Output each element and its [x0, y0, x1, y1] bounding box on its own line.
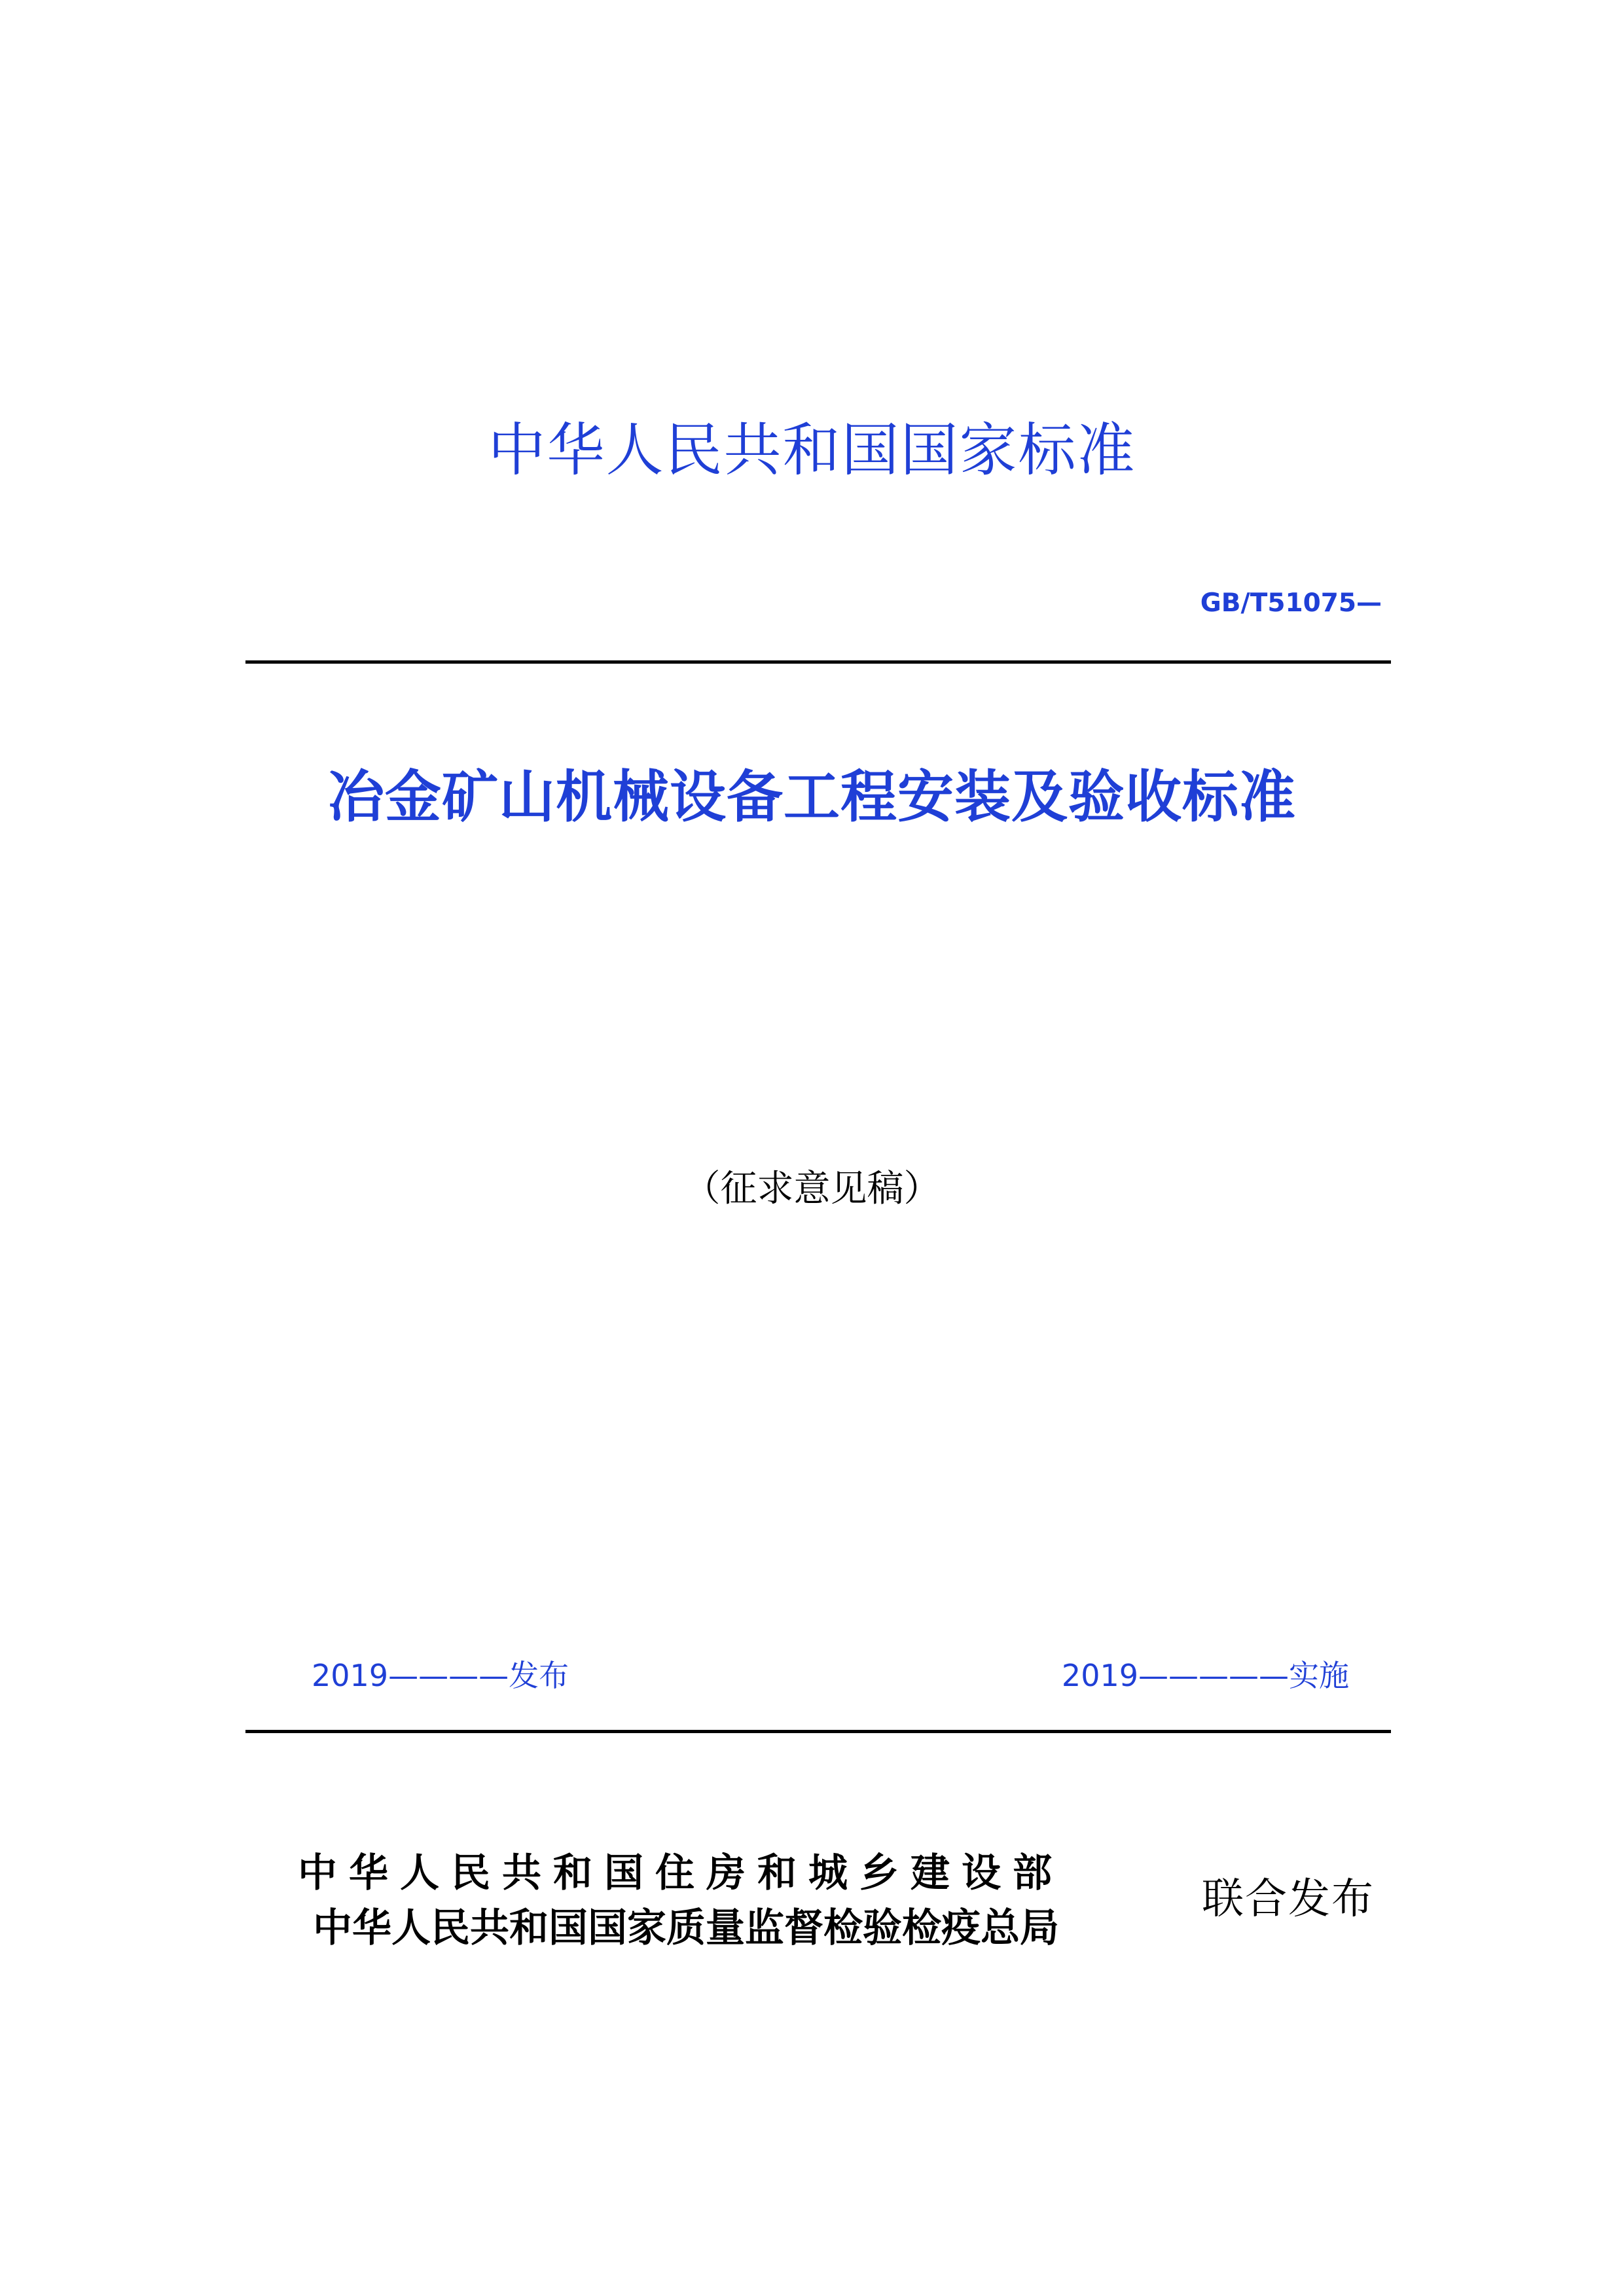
standard-number: GB/T51075—	[1200, 588, 1382, 618]
top-divider	[245, 660, 1391, 664]
publish-date: 2019————发布	[312, 1658, 569, 1693]
document-title: 冶金矿山机械设备工程安装及验收标准	[328, 764, 1296, 830]
issuer-ministry-housing: 中华人民共和国住房和城乡建设部	[298, 1850, 1064, 1896]
issuer-aqsiq: 中华人民共和国国家质量监督检验检疫总局	[313, 1905, 1059, 1951]
effective-date: 2019—————实施	[1061, 1658, 1349, 1693]
national-standard-title: 中华人民共和国国家标准	[488, 416, 1136, 484]
joint-release-label: 联合发布	[1202, 1875, 1375, 1924]
bottom-divider	[245, 1730, 1391, 1733]
draft-label: （征求意见稿）	[683, 1168, 941, 1210]
